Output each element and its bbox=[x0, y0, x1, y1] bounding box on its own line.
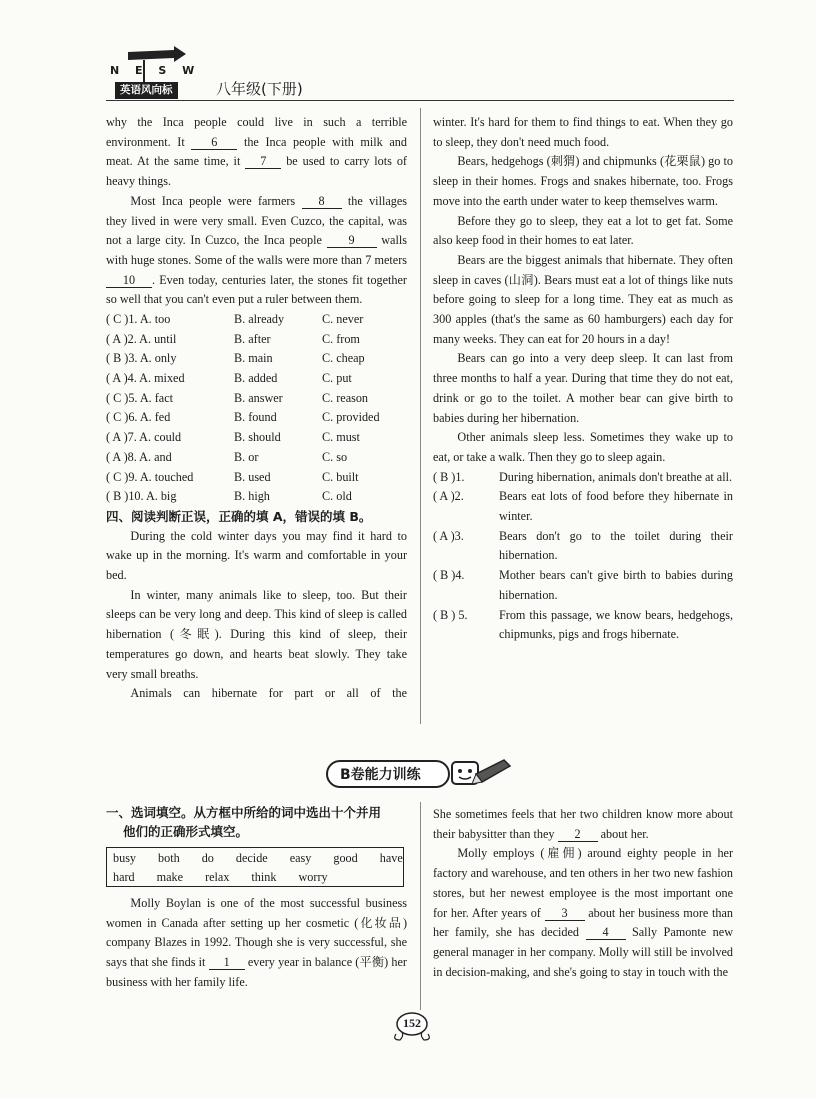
true-false-label: ( B )1. bbox=[433, 469, 465, 484]
grade-label: 八年级(下册) bbox=[216, 80, 303, 98]
word-choice: busy bbox=[113, 851, 137, 865]
answer-option-row bbox=[106, 428, 407, 448]
left-column bbox=[106, 113, 407, 704]
answer-option-num: ( C )5. A. fact bbox=[106, 390, 174, 405]
answer-option-c: C. cheap bbox=[322, 351, 365, 366]
paragraph-s4-1: During the cold winter days you may find it hard to wake up in the morning. It's warm and comfortable in your bed. bbox=[106, 528, 407, 583]
answer-option-num: ( A )2. A. until bbox=[106, 331, 177, 346]
header-rule bbox=[106, 100, 734, 101]
answer-option-c: C. so bbox=[322, 449, 348, 464]
page-number-badge bbox=[390, 1010, 434, 1042]
answer-list bbox=[106, 310, 407, 507]
paragraph-s4-3: Animals can hibernate for part or all of the bbox=[130, 686, 407, 701]
true-false-label: ( A )3. bbox=[433, 528, 464, 543]
word-box-row-1 bbox=[113, 849, 403, 868]
section-b-right bbox=[433, 805, 733, 982]
section-b-title: 一、选词填空。从方框中所给的词中选出十个并用 他们的正确形式填空。 bbox=[106, 805, 382, 839]
answer-option-row bbox=[106, 310, 407, 330]
paragraph-r6: Other animals sleep less. Sometimes they wake up to eat, or take a walk. Then they go to sleep again. bbox=[433, 430, 733, 464]
answer-option-b: B. answer bbox=[234, 390, 283, 405]
series-label: 英语风向标 bbox=[115, 82, 178, 99]
paragraph-r5: Bears can go into a very deep sleep. It can last from three months to half a year. During that time they do not eat, drink or go to the toilet. A mother bear can give birth to babies during her hibernation. bbox=[433, 351, 733, 425]
paragraph-inca-2: Most Inca people were farmers 8 the villages they lived in were very small. Even Cuzco, the capital, was not a large city. In Cuzco, the Inca people 9 walls with huge stones. Some of the walls were more than 7 meters 10 . Even today, centuries later, the stones fit together so well that you can't even put a ruler between them. bbox=[106, 193, 407, 307]
paragraph-r3: Before they go to sleep, they eat a lot to get fat. Some also keep food in their homes to eat later. bbox=[433, 213, 733, 248]
answer-option-row bbox=[106, 349, 407, 369]
answer-option-num: ( C )1. A. too bbox=[106, 312, 171, 327]
answer-option-c: C. reason bbox=[322, 390, 369, 405]
answer-option-row bbox=[106, 448, 407, 468]
blank-9: 9 bbox=[327, 233, 377, 248]
word-box-row-2 bbox=[113, 868, 403, 887]
blank-b2: 2 bbox=[558, 827, 598, 842]
answer-option-b: B. or bbox=[234, 449, 259, 464]
answer-option-c: C. old bbox=[322, 489, 352, 504]
answer-option-b: B. after bbox=[234, 331, 271, 346]
answer-option-num: ( B )10. A. big bbox=[106, 489, 177, 504]
word-choice: hard bbox=[113, 870, 135, 884]
answer-option-c: C. must bbox=[322, 430, 360, 445]
answer-option-b: B. used bbox=[234, 469, 271, 484]
answer-option-b: B. high bbox=[234, 489, 270, 504]
section-4-title: 四、阅读判断正误，正确的填 A，错误的填 B。 bbox=[106, 508, 372, 524]
paragraph-r4: Bears are the biggest animals that hibernate. They often sleep in caves (山洞). Bears must eat a lot of things like nuts before going to sleep for a long time. They eat as much as 300 apples (that's the same as 60 hamburgers) each day for many weeks. They can eat for 20 hours in a day! bbox=[433, 252, 733, 346]
column-divider-top bbox=[420, 108, 421, 724]
paragraph-r2: Bears, hedgehogs (刺猬) and chipmunks (花栗鼠) go to sleep in their homes. Frogs and snakes hibernate, too. Frogs move into the earth under water to keep themselves warm. bbox=[433, 154, 733, 208]
compass-letters: N E S W bbox=[110, 64, 201, 77]
word-choice: worry bbox=[298, 870, 328, 884]
answer-option-row bbox=[106, 408, 407, 428]
blank-b1: 1 bbox=[209, 955, 245, 970]
true-false-text: From this passage, we know bears, hedgehogs, chipmunks, pigs and frogs hibernate. bbox=[499, 607, 733, 642]
paragraph-s4-2: In winter, many animals like to sleep, too. But their sleeps can be very long and deep. This kind of sleep is called hibernation (冬眠). During this kind of sleep, their temperatures go down, and hearts beat slowly. They take very small breaths. bbox=[106, 587, 407, 681]
blank-6: 6 bbox=[191, 135, 237, 150]
word-choice: both bbox=[158, 851, 180, 865]
answer-option-b: B. already bbox=[234, 312, 285, 327]
page-number: 152 bbox=[403, 1016, 421, 1030]
word-choice: make bbox=[156, 870, 184, 884]
answer-option-num: ( A )7. A. could bbox=[106, 430, 182, 445]
blank-8: 8 bbox=[302, 194, 342, 209]
word-box bbox=[106, 847, 404, 887]
paragraph-molly-2: She sometimes feels that her two children know more about their babysitter than they 2 about her. bbox=[433, 807, 733, 841]
answer-option-row bbox=[106, 487, 407, 507]
true-false-item bbox=[433, 566, 733, 605]
answer-option-c: C. from bbox=[322, 331, 360, 346]
banner-title: B卷能力训练 bbox=[340, 767, 421, 783]
column-divider-bottom bbox=[420, 802, 421, 1010]
true-false-text: Bears eat lots of food before they hibernate in winter. bbox=[499, 489, 733, 524]
true-false-label: ( B ) 5. bbox=[433, 607, 468, 622]
pencil-mascot-icon bbox=[448, 756, 514, 790]
true-false-text: Mother bears can't give birth to babies during hibernation. bbox=[499, 568, 733, 602]
answer-option-row bbox=[106, 369, 407, 389]
true-false-item bbox=[433, 527, 733, 566]
section-b-left bbox=[106, 803, 407, 993]
word-choice: good bbox=[333, 851, 358, 865]
answer-option-row bbox=[106, 330, 407, 350]
paragraph-r1: winter. It's hard for them to find things to eat. When they go to sleep, they don't need much food. bbox=[433, 115, 733, 149]
blank-b4: 4 bbox=[586, 925, 626, 940]
blank-7: 7 bbox=[245, 154, 281, 169]
word-choice: think bbox=[251, 870, 277, 884]
true-false-item bbox=[433, 487, 733, 526]
answer-option-num: ( B )3. A. only bbox=[106, 351, 177, 366]
answer-option-c: C. never bbox=[322, 312, 364, 327]
answer-option-row bbox=[106, 468, 407, 488]
section-banner bbox=[326, 756, 516, 790]
word-choice: easy bbox=[289, 851, 312, 865]
answer-option-num: ( C )6. A. fed bbox=[106, 410, 171, 425]
true-false-label: ( A )2. bbox=[433, 489, 464, 504]
blank-b3: 3 bbox=[545, 906, 585, 921]
true-false-label: ( B )4. bbox=[433, 568, 465, 583]
answer-option-c: C. provided bbox=[322, 410, 380, 425]
blank-10: 10 bbox=[106, 273, 152, 288]
right-column bbox=[433, 113, 733, 645]
answer-option-b: B. main bbox=[234, 351, 273, 366]
answer-option-num: ( C )9. A. touched bbox=[106, 469, 194, 484]
word-choice: do bbox=[201, 851, 214, 865]
paragraph-inca-1: why the Inca people could live in such a terrible environment. It 6 the Inca people with milk and meat. At the same time, it 7 be used to carry lots of heavy things. bbox=[106, 115, 407, 189]
true-false-text: Bears don't go to the toilet during their hibernation. bbox=[499, 528, 733, 563]
true-false-item bbox=[433, 606, 733, 645]
answer-option-num: ( A )4. A. mixed bbox=[106, 371, 185, 386]
answer-option-c: C. put bbox=[322, 371, 352, 386]
true-false-list bbox=[433, 468, 733, 645]
paragraph-molly-3: Molly employs (雇佣) around eighty people in her factory and warehouse, and ten others in her two new fashion stores, but her newest employee is the most important one for her. After years of 3 about her business more than her family, she has decided 4 Sally Pamonte new general manager in her company. Molly will still be involved in decision-making, and she's going to stay in touch with the bbox=[433, 846, 733, 979]
answer-option-b: B. found bbox=[234, 410, 277, 425]
answer-option-b: B. should bbox=[234, 430, 281, 445]
word-choice: have bbox=[379, 851, 403, 865]
word-choice: relax bbox=[205, 870, 230, 884]
true-false-item bbox=[433, 468, 733, 488]
word-choice: decide bbox=[235, 851, 268, 865]
answer-option-row bbox=[106, 389, 407, 409]
answer-option-c: C. built bbox=[322, 469, 359, 484]
true-false-text: During hibernation, animals don't breathe at all. bbox=[499, 469, 733, 484]
answer-option-num: ( A )8. A. and bbox=[106, 449, 172, 464]
answer-option-b: B. added bbox=[234, 371, 278, 386]
paragraph-molly-1: Molly Boylan is one of the most successful business women in Canada after setting up her cosmetic (化妆品) company Blazes in 1992. Though she is very successful, she says that she finds it 1 every year in balance (平衡) her business with her family life. bbox=[106, 896, 407, 989]
